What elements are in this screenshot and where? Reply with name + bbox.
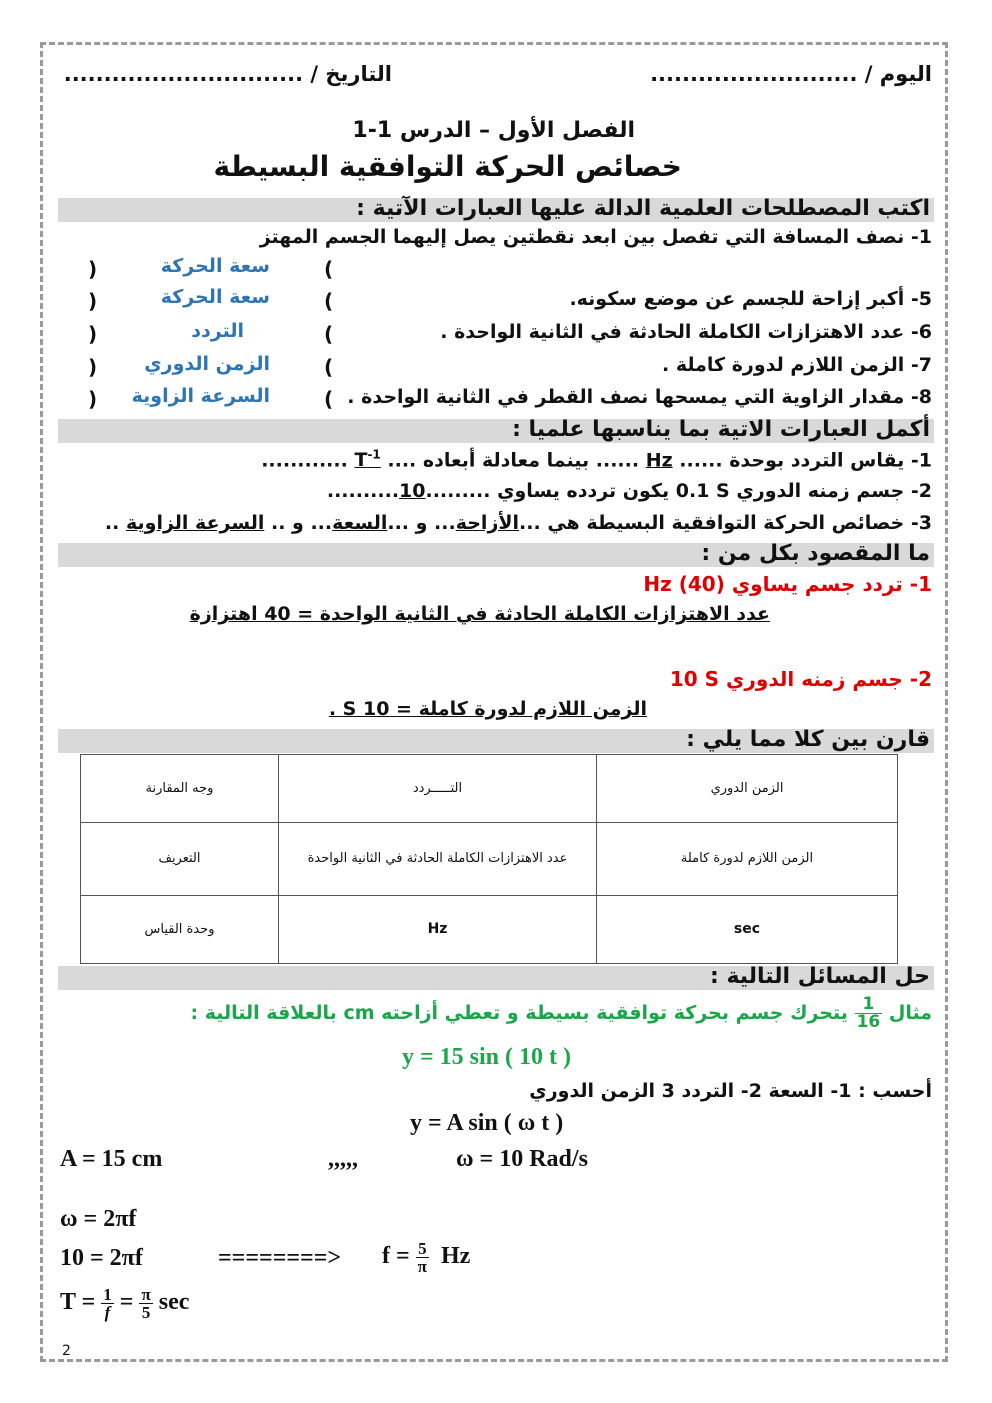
paren-close: ): [88, 289, 98, 313]
paren-open: (: [324, 257, 334, 281]
table-cell: sec: [597, 895, 898, 963]
date-field: التاريخ / ..............................: [63, 62, 392, 86]
term-answer-8: السرعة الزاوية: [131, 385, 270, 407]
section5-heading-band: [58, 966, 934, 990]
meaning-q2-label: 2- جسم زمنه الدوري: [726, 667, 932, 691]
page-title: خصائص الحركة التوافقية البسيطة: [213, 150, 682, 183]
term-item-7: 7- الزمن اللازم لدورة كاملة .: [662, 354, 932, 376]
term-item-5: 5- أكبر إزاحة للجسم عن موضع سكونه.: [569, 288, 932, 310]
meaning-q1-answer: عدد الاهتزازات الكاملة الحادثة في الثانية الواحدة = 40 اهتزازة: [189, 603, 770, 625]
table-header-cell: الزمن الدوري: [597, 755, 898, 823]
paren-open: (: [324, 355, 334, 379]
example-problem: [191, 996, 932, 1031]
line3-answer-displacement: الأزاحة: [455, 512, 520, 534]
line1-part-a: 1- يقاس التردد بوحدة ......: [679, 449, 932, 472]
term-answer-5: سعة الحركة: [160, 286, 270, 308]
meaning-q2: [670, 667, 932, 691]
line2-period: 0.1 S: [675, 480, 730, 502]
section4-heading-band: [58, 729, 934, 753]
angular-velocity-result: ω = 10 Rad/s: [456, 1146, 588, 1172]
paren-close: ): [88, 257, 98, 281]
table-cell: Hz: [279, 895, 597, 963]
line3-part-c: ... و ...: [387, 512, 456, 534]
line3-part-g: ..: [104, 512, 120, 534]
line1-answer-unit: Hz: [645, 449, 673, 472]
line1-part-e: ............: [261, 449, 348, 472]
chapter-label: الفصل الأول – الدرس 1-1: [352, 118, 635, 143]
table-cell: وحدة القياس: [81, 895, 279, 963]
period-fraction-1: $\frac{1}{f}$: [103, 1285, 112, 1322]
table-row: [81, 823, 898, 895]
line2-part-e: ..........: [326, 480, 400, 502]
example-post: يتحرك جسم بحركة توافقية بسيطة و تعطي أزاحته cm بالعلاقة التالية :: [190, 1002, 848, 1024]
arrow: ========>: [218, 1245, 342, 1271]
section1-heading: اكتب المصطلحات العلمية الدالة عليها العبارات الآتية :: [356, 196, 930, 221]
line2-part-a: 2- جسم زمنه الدوري: [736, 480, 932, 502]
paren-close: ): [88, 387, 98, 411]
frequency-result: f = $\frac{5}{\pi}$ Hz: [382, 1239, 471, 1276]
meaning-q1-label: 1- تردد جسم يساوي: [731, 572, 932, 596]
table-cell: الزمن اللازم لدورة كاملة: [597, 823, 898, 895]
line3-answer-angular-velocity: السرعة الزاوية: [125, 512, 265, 534]
amplitude-result: A = 15 cm: [60, 1146, 163, 1172]
table-header-cell: التـــــردد: [279, 755, 597, 823]
omega-formula: ω = 2πf: [60, 1206, 137, 1232]
line3-part-a: 3- خصائص الحركة التوافقية البسيطة هي ...: [519, 512, 932, 534]
section2-heading: أكمل العبارات الاتية بما يناسبها علميا :: [512, 417, 930, 442]
meaning-q1-value: Hz (40): [643, 572, 725, 596]
section2-heading-band: [58, 419, 934, 443]
meaning-q1: [643, 572, 932, 596]
example-pre: مثال: [888, 1002, 932, 1024]
complete-line-1: [261, 448, 932, 471]
meaning-q2-answer: الزمن اللازم لدورة كاملة = 10 S .: [328, 698, 647, 720]
line2-answer: 10: [399, 480, 426, 502]
line2-part-c: يكون تردده يساوي .........: [425, 480, 670, 502]
term-item-1: 1- نصف المسافة التي تفصل بين ابعد نقطتين يصل إليهما الجسم المهتز: [259, 226, 932, 248]
day-field: اليوم / ..........................: [650, 62, 932, 86]
term-item-8: 8- مقدار الزاوية التي يمسحها نصف القطر في الثانية الواحدة .: [347, 386, 932, 408]
term-answer-1: سعة الحركة: [160, 255, 270, 277]
line1-answer-dimension: $T^{-1}$: [354, 448, 381, 472]
term-answer-7: الزمن الدوري: [144, 353, 270, 375]
frequency-fraction: $\frac{5}{\pi}$: [417, 1239, 427, 1276]
complete-line-2: [327, 480, 932, 502]
term-item-6: 6- عدد الاهتزازات الكاملة الحادثة في الثانية الواحدة .: [440, 321, 932, 343]
section4-heading: قارن بين كلا مما يلي :: [686, 727, 930, 752]
section3-heading-band: [58, 543, 934, 567]
line3-part-e: ... و ..: [270, 512, 333, 534]
page-number: 2: [62, 1343, 71, 1359]
paren-open: (: [324, 322, 334, 346]
table-header-cell: وجه المقارنة: [81, 755, 279, 823]
period-result: T = $\frac{1}{f}$ = $\frac{\pi}{5}$ sec: [60, 1285, 190, 1322]
paren-close: ): [88, 322, 98, 346]
line1-part-c: ...... بينما معادلة أبعاده ....: [387, 449, 640, 472]
given-equation: y = 15 sin ( 10 t ): [402, 1044, 572, 1070]
term-answer-6: التردد: [191, 320, 244, 342]
compute-prompt: أحسب : 1- السعة 2- التردد 3 الزمن الدوري: [529, 1080, 932, 1102]
section5-heading: حل المسائل التالية :: [710, 964, 930, 989]
table-row: [81, 895, 898, 963]
paren-open: (: [324, 289, 334, 313]
line3-answer-amplitude: السعة: [332, 512, 388, 534]
table-cell: التعريف: [81, 823, 279, 895]
comparison-table: [80, 754, 898, 964]
separator: ,,,,,: [328, 1146, 358, 1172]
complete-line-3: [105, 512, 932, 534]
substitution-step: 10 = 2πf: [60, 1245, 143, 1271]
table-row: [81, 755, 898, 823]
paren-open: (: [324, 387, 334, 411]
section3-heading: ما المقصود بكل من :: [701, 541, 930, 566]
paren-close: ): [88, 355, 98, 379]
period-fraction-2: $\frac{\pi}{5}$: [141, 1285, 151, 1322]
meaning-q2-value: 10 S: [669, 667, 720, 691]
table-cell: عدد الاهتزازات الكاملة الحادثة في الثانية الواحدة: [279, 823, 597, 895]
example-fraction: $\frac{1}{16}$: [856, 994, 881, 1032]
general-equation: y = A sin ( ω t ): [410, 1110, 564, 1136]
section1-heading-band: [58, 198, 934, 222]
